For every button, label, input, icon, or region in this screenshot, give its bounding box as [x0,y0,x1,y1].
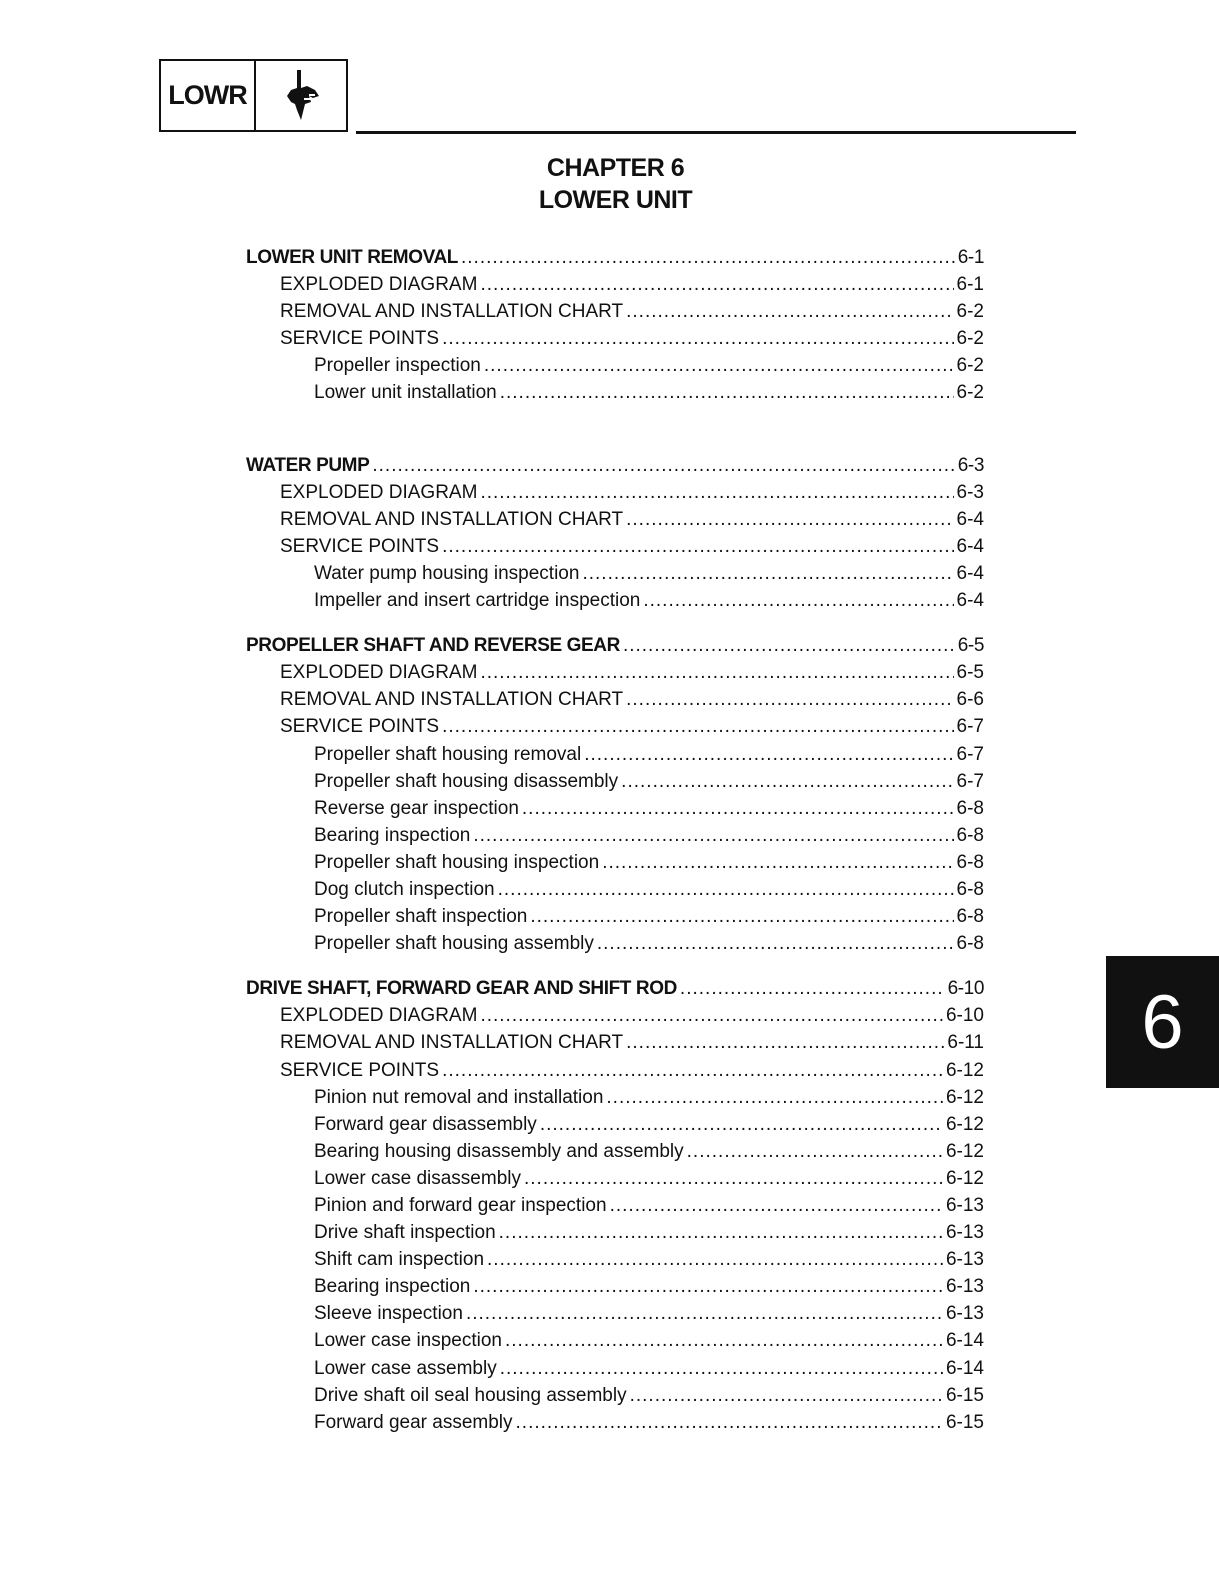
toc-entry-text: Propeller shaft housing disassembly [314,770,619,792]
toc-entry[interactable] [246,1168,984,1195]
toc-entry[interactable] [246,879,984,906]
toc-page: 6-13 [945,1222,984,1244]
toc-page: 6-6 [956,689,984,711]
toc-leader [626,509,953,531]
toc-entry-text: Propeller inspection [314,355,481,377]
toc-leader [480,482,953,504]
toc-entry-text: SERVICE POINTS [280,716,440,738]
toc-entry-text: Sleeve inspection [314,1303,463,1325]
toc-page: 6-8 [956,851,984,873]
toc-leader [505,1330,943,1352]
toc-entry[interactable] [246,382,984,409]
toc-entry[interactable] [246,509,984,536]
toc-entry-text: Water pump housing inspection [314,562,580,584]
toc-entry-text: Drive shaft oil seal housing assembly [314,1384,627,1406]
toc-leader [584,744,953,766]
toc-entry-text: Pinion and forward gear inspection [314,1195,607,1216]
toc-page: 6-12 [945,1167,984,1189]
lower-unit-hand-icon [256,61,346,130]
toc-leader [500,382,954,404]
toc-entry-text: Lower case disassembly [314,1167,521,1189]
toc-entry[interactable] [246,825,984,852]
toc-entry[interactable] [246,1032,984,1059]
toc-entry-text: Propeller shaft housing inspection [314,851,600,873]
toc-leader [540,1114,943,1136]
toc-leader [480,662,953,684]
toc-entry-text: REMOVAL AND INSTALLATION CHART [280,508,624,530]
toc-page: 6-4 [956,508,984,530]
toc-entry[interactable] [246,1330,984,1357]
toc-leader [602,852,953,874]
table-of-contents [246,247,984,1439]
toc-page: 6-5 [956,662,984,684]
toc-leader [643,590,953,612]
toc-leader [484,355,954,377]
toc-page: 6-12 [945,1113,984,1135]
toc-entry-text: REMOVAL AND INSTALLATION CHART [280,689,624,711]
toc-leader [442,536,953,558]
toc-entry[interactable] [246,716,984,743]
toc-entry-text: Shift cam inspection [314,1249,485,1271]
toc-entry[interactable] [246,1303,984,1330]
toc-entry[interactable] [246,933,984,960]
toc-page: 6-12 [945,1059,984,1081]
toc-entry[interactable] [246,1412,984,1439]
toc-leader [480,1005,943,1027]
toc-leader [499,1222,943,1244]
toc-page: 6-7 [956,770,984,792]
toc-leader [487,1249,943,1271]
toc-leader [500,1358,943,1380]
toc-leader [626,301,953,323]
toc-heading[interactable] [246,978,984,1005]
toc-entry-text: EXPLODED DIAGRAM [280,1005,478,1027]
toc-page: 6-12 [945,1086,984,1108]
toc-entry-text: SERVICE POINTS [280,1059,440,1081]
toc-entry[interactable] [246,1385,984,1412]
toc-entry[interactable] [246,1195,984,1222]
toc-leader [687,1141,943,1163]
toc-leader [582,563,953,585]
toc-section [246,455,984,618]
toc-page: 6-2 [956,328,984,350]
toc-entry[interactable] [246,1060,984,1087]
toc-page: 6-13 [945,1195,984,1216]
toc-entry-text: EXPLODED DIAGRAM [280,662,478,684]
toc-entry[interactable] [246,355,984,382]
toc-heading[interactable] [246,247,984,274]
chapter-tab-number: 6 [1141,979,1184,1065]
toc-entry-text: SERVICE POINTS [280,535,440,557]
toc-page: 6-3 [956,481,984,503]
toc-heading-text: LOWER UNIT REMOVAL [246,247,458,268]
toc-page: 6-2 [956,382,984,404]
toc-entry-text: Drive shaft inspection [314,1222,496,1244]
toc-entry-text: Impeller and insert cartridge inspection [314,590,641,612]
toc-leader [606,1087,943,1109]
toc-entry[interactable] [246,798,984,825]
toc-page: 6-4 [956,562,984,584]
toc-page: 6-13 [945,1249,984,1271]
chapter-name: LOWER UNIT [538,186,693,214]
toc-entry[interactable] [246,771,984,798]
toc-entry[interactable] [246,852,984,879]
chapter-title [0,152,1219,216]
toc-page: 6-1 [957,247,984,268]
toc-entry[interactable] [246,1358,984,1385]
toc-page: 6-14 [945,1357,984,1379]
toc-entry-text: Propeller shaft inspection [314,906,528,928]
toc-entry-text: Dog clutch inspection [314,878,495,900]
toc-entry[interactable] [246,482,984,509]
toc-heading-text: DRIVE SHAFT, FORWARD GEAR AND SHIFT ROD [246,978,677,1000]
toc-entry-text: REMOVAL AND INSTALLATION CHART [280,301,624,323]
toc-page: 6-2 [956,301,984,323]
toc-entry[interactable] [246,1222,984,1249]
toc-leader [597,933,954,955]
toc-page: 6-13 [945,1276,984,1298]
toc-page: 6-5 [957,635,984,657]
toc-entry[interactable] [246,274,984,301]
toc-entry[interactable] [246,662,984,689]
toc-entry-text: Propeller shaft housing removal [314,743,582,765]
toc-heading[interactable] [246,635,984,662]
toc-leader [626,689,953,711]
toc-leader [372,455,954,477]
toc-entry[interactable] [246,1276,984,1303]
chapter-number: CHAPTER 6 [546,154,685,182]
toc-leader [610,1195,943,1217]
chapter-tab [1106,956,1219,1088]
toc-entry-text: Bearing housing disassembly and assembly [314,1140,684,1162]
toc-entry-text: EXPLODED DIAGRAM [280,274,478,296]
toc-heading-text: WATER PUMP [246,454,370,476]
toc-entry[interactable] [246,744,984,771]
toc-entry-text: Lower case inspection [314,1330,502,1352]
toc-entry-text: EXPLODED DIAGRAM [280,481,478,503]
toc-leader [442,1060,943,1082]
toc-leader [480,274,953,296]
toc-entry-text: SERVICE POINTS [280,328,440,350]
toc-leader [630,1385,943,1407]
toc-page: 6-11 [947,1032,984,1054]
toc-entry-text: Reverse gear inspection [314,797,519,819]
toc-leader [466,1303,943,1325]
toc-page: 6-3 [957,454,984,476]
toc-section [246,978,984,1439]
toc-page: 6-1 [956,274,984,296]
toc-page: 6-7 [956,743,984,765]
toc-page: 6-8 [956,878,984,900]
toc-entry-text: REMOVAL AND INSTALLATION CHART [280,1032,624,1054]
toc-entry[interactable] [246,590,984,617]
toc-leader [442,716,953,738]
toc-page: 6-14 [945,1330,984,1352]
toc-entry[interactable] [246,301,984,328]
toc-leader [623,635,955,657]
toc-leader [516,1412,943,1434]
toc-entry[interactable] [246,1249,984,1276]
toc-entry-text: Forward gear assembly [314,1411,513,1433]
toc-entry-text: Bearing inspection [314,824,471,846]
toc-section [246,635,984,960]
chapter-header-box [159,59,348,132]
toc-entry[interactable] [246,689,984,716]
toc-page: 6-4 [956,535,984,557]
toc-page: 6-8 [956,824,984,846]
toc-leader [522,798,954,820]
toc-leader [461,247,955,269]
toc-page: 6-12 [945,1140,984,1162]
toc-page: 6-4 [956,590,984,612]
toc-leader [498,879,954,901]
toc-page: 6-15 [945,1384,984,1406]
toc-entry-text: Bearing inspection [314,1276,471,1298]
toc-leader [473,825,953,847]
toc-section [246,247,984,410]
toc-page: 6-8 [956,933,984,955]
toc-page: 6-13 [945,1303,984,1325]
toc-heading-text: PROPELLER SHAFT AND REVERSE GEAR [246,635,620,657]
toc-entry[interactable] [246,1087,984,1114]
toc-page: 6-10 [947,978,984,1000]
toc-entry-text: Forward gear disassembly [314,1113,537,1135]
toc-heading[interactable] [246,455,984,482]
toc-leader [680,978,945,1000]
toc-page: 6-8 [956,906,984,928]
toc-entry[interactable] [246,328,984,355]
toc-entry-text: Propeller shaft housing assembly [314,933,594,955]
toc-entry-text: Lower case assembly [314,1357,497,1379]
toc-entry[interactable] [246,563,984,590]
toc-entry[interactable] [246,1114,984,1141]
toc-page: 6-2 [956,355,984,377]
toc-page: 6-15 [945,1411,984,1433]
toc-leader [626,1032,944,1054]
header-rule [356,131,1076,134]
toc-page: 6-10 [945,1005,984,1027]
toc-entry[interactable] [246,1141,984,1168]
chapter-code-label: LOWR [161,61,256,130]
toc-page: 6-7 [956,716,984,738]
lower-unit-hand-icon-graphic [279,66,323,126]
toc-leader [524,1168,943,1190]
toc-entry[interactable] [246,906,984,933]
toc-page: 6-8 [956,797,984,819]
toc-entry-text: Lower unit installation [314,382,497,404]
toc-entry[interactable] [246,536,984,563]
toc-leader [473,1276,943,1298]
toc-entry[interactable] [246,1005,984,1032]
toc-leader [621,771,953,793]
toc-leader [530,906,953,928]
toc-entry-text: Pinion nut removal and installation [314,1086,604,1108]
toc-leader [442,328,953,350]
